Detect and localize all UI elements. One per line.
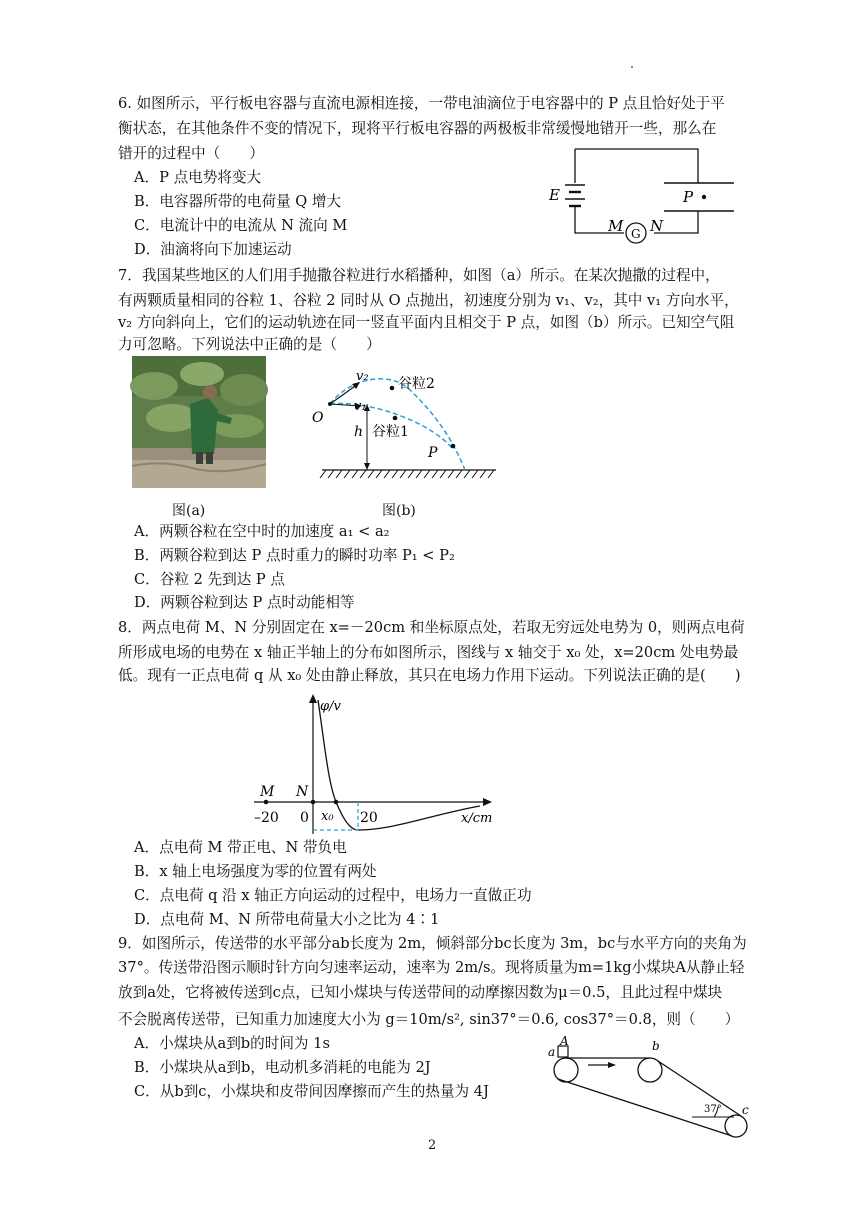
q8-line-1: 8．两点电荷 M、N 分别固定在 x=－20cm 和坐标原点处，若取无穷远处电势为 0，则两点电荷	[118, 619, 745, 636]
q6-option-b: B．电容器所带的电荷量 Q 增大	[134, 193, 342, 210]
oil-drop	[702, 195, 706, 199]
label-e: E	[549, 186, 560, 204]
tick-20: 20	[360, 810, 378, 826]
q9-option-c: C．从b到c，小煤块和皮带间因摩擦而产生的热量为 4J	[134, 1083, 489, 1100]
label-p: P	[683, 188, 694, 206]
tick-minus-20: –20	[254, 810, 279, 826]
capacitor-circuit-figure	[540, 145, 740, 245]
label-m: M	[608, 217, 624, 235]
q8-option-a: A．点电荷 M 带正电、N 带负电	[134, 839, 347, 856]
sowing-photo	[132, 356, 266, 488]
label-o: O	[312, 410, 324, 426]
q9-line-3: 放到a处，它将被传送到c点，已知小煤块与传送带间的动摩擦因数为μ＝0.5，且此过程中煤块	[118, 984, 723, 1001]
q8-line-3: 低。现有一正点电荷 q 从 x₀ 处由静止释放，其只在电场力作用下运动。下列说法正确的是( )	[118, 667, 741, 684]
corner-mark	[631, 66, 633, 68]
q8-option-d: D．点电荷 M、N 所带电荷量大小之比为 4∶1	[134, 911, 440, 928]
q9-line-4: 不会脱离传送带，已知重力加速度大小为 g＝10m/s², sin37°＝0.6, cos37°＝0.8，则（ ）	[118, 1011, 740, 1028]
q6-option-a: A．P 点电势将变大	[134, 169, 262, 186]
label-block-a: A	[560, 1034, 569, 1048]
tick-x0: x₀	[321, 809, 334, 824]
q8-line-2: 所形成电场的电势在 x 轴正半轴上的分布如图所示，图线与 x 轴交于 x₀ 处，x=20cm 处电势最	[118, 644, 739, 661]
label-n: N	[650, 217, 664, 235]
q9-option-b: B．小煤块从a到b，电动机多消耗的电能为 2J	[134, 1059, 431, 1076]
q7-option-d: D．两颗谷粒到达 P 点时动能相等	[134, 594, 355, 611]
x-axis-label: x/cm	[461, 811, 493, 826]
label-grain-2: 谷粒2	[398, 376, 435, 392]
label-m: M	[260, 784, 275, 800]
caption-figure-b: 图(b)	[382, 503, 416, 519]
q6-line-1: 6. 如图所示，平行板电容器与直流电源相连接，一带电油滴位于电容器中的 P 点且恰好处于平	[118, 95, 725, 112]
label-angle: 37°	[704, 1104, 722, 1115]
q6-option-c: C．电流计中的电流从 N 流向 M	[134, 217, 348, 234]
label-v2: v₂	[356, 369, 369, 384]
label-a: a	[548, 1045, 556, 1059]
q6-option-d: D．油滴将向下加速运动	[134, 241, 292, 258]
trajectory-figure	[310, 366, 510, 482]
caption-figure-a: 图(a)	[172, 503, 206, 519]
q8-option-c: C．点电荷 q 沿 x 轴正方向运动的过程中，电场力一直做正功	[134, 887, 532, 904]
q7-option-a: A．两颗谷粒在空中时的加速度 a₁ < a₂	[134, 523, 390, 540]
q7-line-4: 力可忽略。下列说法中正确的是（ ）	[118, 336, 381, 353]
q8-option-b: B．x 轴上电场强度为零的位置有两处	[134, 863, 377, 880]
conveyor-belt-figure	[542, 1034, 758, 1142]
potential-graph	[254, 690, 504, 834]
q9-line-1: 9．如图所示，传送带的水平部分ab长度为 2m，倾斜部分bc长度为 3m，bc与水平方向的夹角为	[118, 935, 747, 952]
q6-line-3: 错开的过程中（ ）	[118, 145, 264, 162]
label-b: b	[652, 1039, 660, 1053]
q7-option-b: B．两颗谷粒到达 P 点时重力的瞬时功率 P₁ < P₂	[134, 547, 455, 564]
q9-option-a: A．小煤块从a到b的时间为 1s	[134, 1035, 330, 1052]
q7-line-3: v₂ 方向斜向上，它们的运动轨迹在同一竖直平面内且相交于 P 点，如图（b）所示。已知空气阻	[118, 314, 735, 331]
y-axis-label: φ/v	[320, 699, 341, 714]
q7-option-c: C．谷粒 2 先到达 P 点	[134, 571, 285, 588]
label-n: N	[296, 784, 309, 800]
tick-0: 0	[300, 810, 309, 826]
label-h: h	[354, 424, 364, 440]
label-grain-1: 谷粒1	[372, 424, 409, 440]
q9-line-2: 37°。传送带沿图示顺时针方向匀速率运动，速率为 2m/s。现将质量为m=1kg小煤块A从静止轻	[118, 959, 745, 976]
q6-line-2: 衡状态，在其他条件不变的情况下，现将平行板电容器的两极板非常缓慢地错开一些，那么在	[118, 120, 717, 137]
label-p: P	[428, 445, 438, 461]
q7-line-1: 7．我国某些地区的人们用手抛撒谷粒进行水稻播种，如图（a）所示。在某次抛撒的过程中，	[118, 267, 720, 284]
label-c: c	[742, 1103, 749, 1117]
galvanometer-g: G	[631, 227, 641, 241]
label-v1: v₁	[354, 399, 367, 414]
q7-line-2: 有两颗质量相同的谷粒 1、谷粒 2 同时从 O 点抛出，初速度分别为 v₁、v₂，其中 v₁ 方向水平，	[118, 292, 739, 309]
page-number: 2	[428, 1138, 437, 1153]
